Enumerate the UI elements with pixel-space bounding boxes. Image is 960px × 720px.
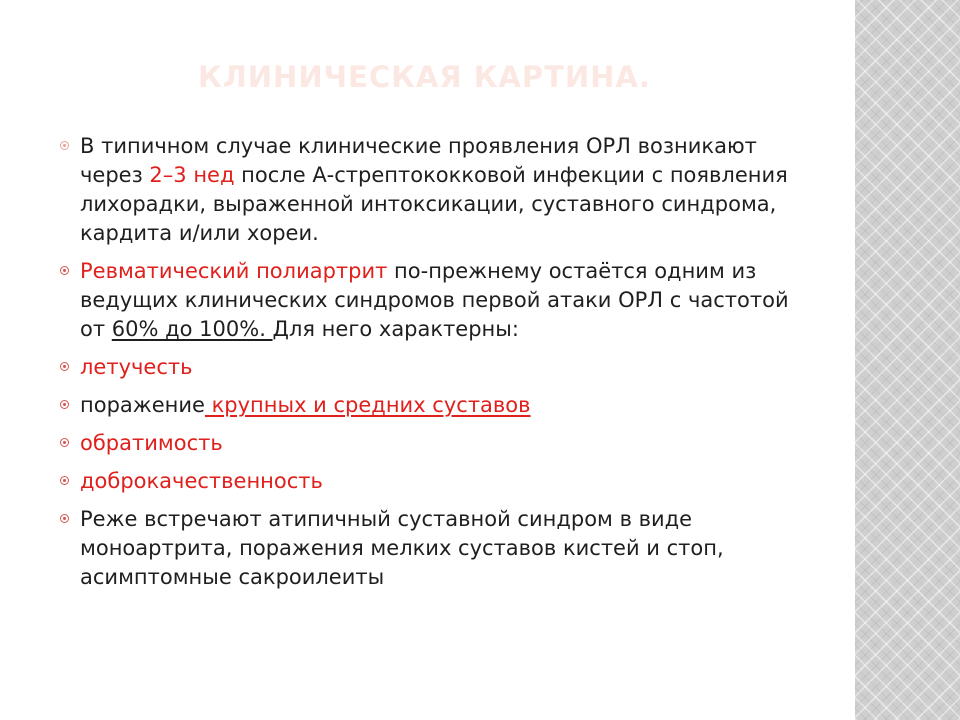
item-highlight: 2–3 нед	[149, 163, 235, 187]
list-item	[58, 391, 818, 420]
circle-bullet-icon	[60, 438, 69, 447]
list-item	[58, 467, 818, 496]
item-underlined-highlight: крупных и средних суставов	[204, 393, 531, 417]
circle-bullet-icon	[60, 141, 69, 150]
circle-bullet-icon	[60, 476, 69, 485]
circle-bullet-icon	[60, 362, 69, 371]
circle-bullet-icon	[60, 266, 69, 275]
item-text: после А-стрептококковой инфекции с появления лихорадки, выраженной интоксикации, суставного синдрома, кардита и/или хореи.	[80, 163, 788, 245]
item-text: Реже встречают атипичный суставной синдром в виде моноартрита, поражения мелких суставов кистей и стоп, асимптомные сакроилеиты	[80, 507, 724, 589]
list-item	[58, 132, 818, 248]
item-highlight: доброкачественность	[80, 469, 323, 493]
decorative-side-panel	[855, 0, 960, 720]
item-text: по-прежнему остаётся одним из ведущих клинических синдромов первой атаки ОРЛ с частотой от	[80, 259, 789, 341]
bullet-list	[58, 132, 818, 601]
list-item	[58, 257, 818, 344]
list-item	[58, 353, 818, 382]
item-highlight: летучесть	[80, 355, 193, 379]
item-highlight: обратимость	[80, 431, 223, 455]
item-underlined-text: 60% до 100%.	[111, 317, 273, 341]
item-highlight: Ревматический полиартрит	[80, 259, 388, 283]
list-item	[58, 429, 818, 458]
list-item	[58, 505, 818, 592]
item-text: В типичном случае клинические проявления ОРЛ возникают через	[80, 134, 757, 187]
circle-bullet-icon	[60, 400, 69, 409]
item-text: поражение	[80, 393, 205, 417]
item-text: Для него характерны:	[272, 317, 519, 341]
circle-bullet-icon	[60, 514, 69, 523]
slide-title: КЛИНИЧЕСКАЯ КАРТИНА.	[198, 60, 651, 94]
